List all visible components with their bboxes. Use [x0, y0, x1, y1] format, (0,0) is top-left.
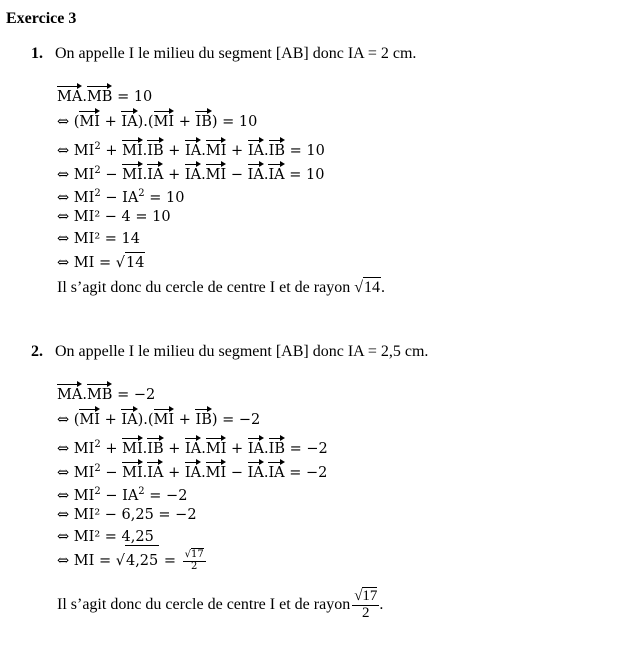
q1-equation-7: ⇔ MI² = 14	[57, 231, 140, 247]
question-2-text: On appelle I le milieu du segment [AB] donc IA = 2,5 cm.	[55, 343, 429, 360]
sqrt-symbol: √14	[116, 252, 146, 273]
q2-equation-7: ⇔ MI² = 4,25	[57, 529, 154, 545]
q1-eq4-rhs: = 10	[289, 166, 325, 183]
q1-eq6-text: MI² − 4 = 10	[73, 209, 171, 225]
question-2-statement	[31, 342, 428, 362]
q1-eq5-rhs: = 10	[149, 189, 185, 206]
q1-conclusion	[57, 277, 385, 298]
q2-eq7-text: MI² = 4,25	[73, 529, 154, 545]
q2-eq8-fraction: $\frac{√17}{2}$	[184, 549, 204, 572]
q1-eq7-text: MI² = 14	[73, 231, 140, 247]
q2-eq2-rhs: = −2	[222, 412, 261, 428]
sqrt-symbol: √4,25	[116, 545, 160, 576]
q1-equation-5: ⇔ $MI^2 - IA^2 = 10$	[57, 188, 185, 206]
question-1-number: 1.	[31, 45, 43, 62]
q2-eq8-equals: =	[163, 553, 177, 569]
q1-eq8-radicand: 14	[125, 252, 145, 273]
q2-eq4-rhs: = −2	[289, 464, 328, 481]
q1-conclusion-end: .	[380, 279, 385, 296]
sqrt-symbol: √14	[354, 279, 380, 296]
q2-conclusion-text: Il s’agit donc du cercle de centre I et de rayon	[57, 596, 351, 613]
q2-equation-6: ⇔ MI² − 6,25 = −2	[57, 507, 197, 523]
q2-eq8-lhs: MI =	[73, 553, 112, 569]
question-1-text: On appelle I le milieu du segment [AB] donc IA = 2 cm.	[55, 45, 417, 62]
q2-equation-4: ⇔ $MI^2 - MI.IA + IA.MI - IA.IA = -2$	[57, 463, 328, 481]
q2-conclusion-end: .	[379, 596, 384, 613]
q2-conclusion-frac-den: 2	[362, 604, 370, 621]
q1-eq3-rhs: = 10	[289, 142, 325, 159]
q1-equation-8: ⇔ MI = √14	[57, 252, 145, 273]
q1-equation-2: ⇔ (MI + IA).(MI + IB) = 10	[57, 114, 258, 130]
q2-conclusion-fraction: $\frac{√17}{2}$	[354, 588, 378, 621]
q2-equation-8: ⇔ MI = √4,25 = $\frac{√17}{2}$	[57, 545, 206, 576]
q2-equation-1: MA.MB = −2	[57, 387, 156, 403]
q2-eq8-frac-den: 2	[191, 560, 198, 572]
question-1-statement	[31, 44, 416, 64]
q1-conclusion-text: Il s’agit donc du cercle de centre I et de rayon	[57, 279, 351, 296]
q2-conclusion	[57, 585, 383, 625]
q2-eq8-radicand: 4,25	[125, 545, 159, 576]
q2-eq6-text: MI² − 6,25 = −2	[73, 507, 197, 523]
q1-eq2-rhs: = 10	[222, 114, 258, 130]
q2-conclusion-frac-num: 17	[362, 588, 378, 605]
q1-equation-1: MA.MB = 10	[57, 89, 153, 105]
q2-equation-3: ⇔ $MI^2 + MI.IB + IA.MI + IA.IB = -2$	[57, 439, 328, 457]
q1-conclusion-radicand: 14	[363, 279, 380, 296]
q1-equation-4: ⇔ $MI^2 - MI.IA + IA.MI - IA.IA = 10$	[57, 165, 325, 183]
q1-eq8-lhs: MI =	[73, 255, 112, 271]
question-2-number: 2.	[31, 343, 43, 360]
q2-eq5-rhs: = −2	[149, 487, 188, 504]
q1-equation-6: ⇔ MI² − 4 = 10	[57, 209, 171, 225]
q1-eq1-rhs: = 10	[117, 89, 153, 105]
exercise-title: Exercice 3	[6, 10, 77, 27]
q2-eq8-frac-num: 17	[191, 549, 204, 560]
q2-equation-2: ⇔ (MI + IA).(MI + IB) = −2	[57, 412, 261, 428]
q1-equation-3: ⇔ $MI^2 + MI.IB + IA.MI + IA.IB = 10$	[57, 141, 325, 159]
q2-eq3-rhs: = −2	[289, 440, 328, 457]
q2-eq1-rhs: = −2	[117, 387, 156, 403]
q2-equation-5: ⇔ $MI^2 - IA^2 = -2$	[57, 486, 188, 504]
